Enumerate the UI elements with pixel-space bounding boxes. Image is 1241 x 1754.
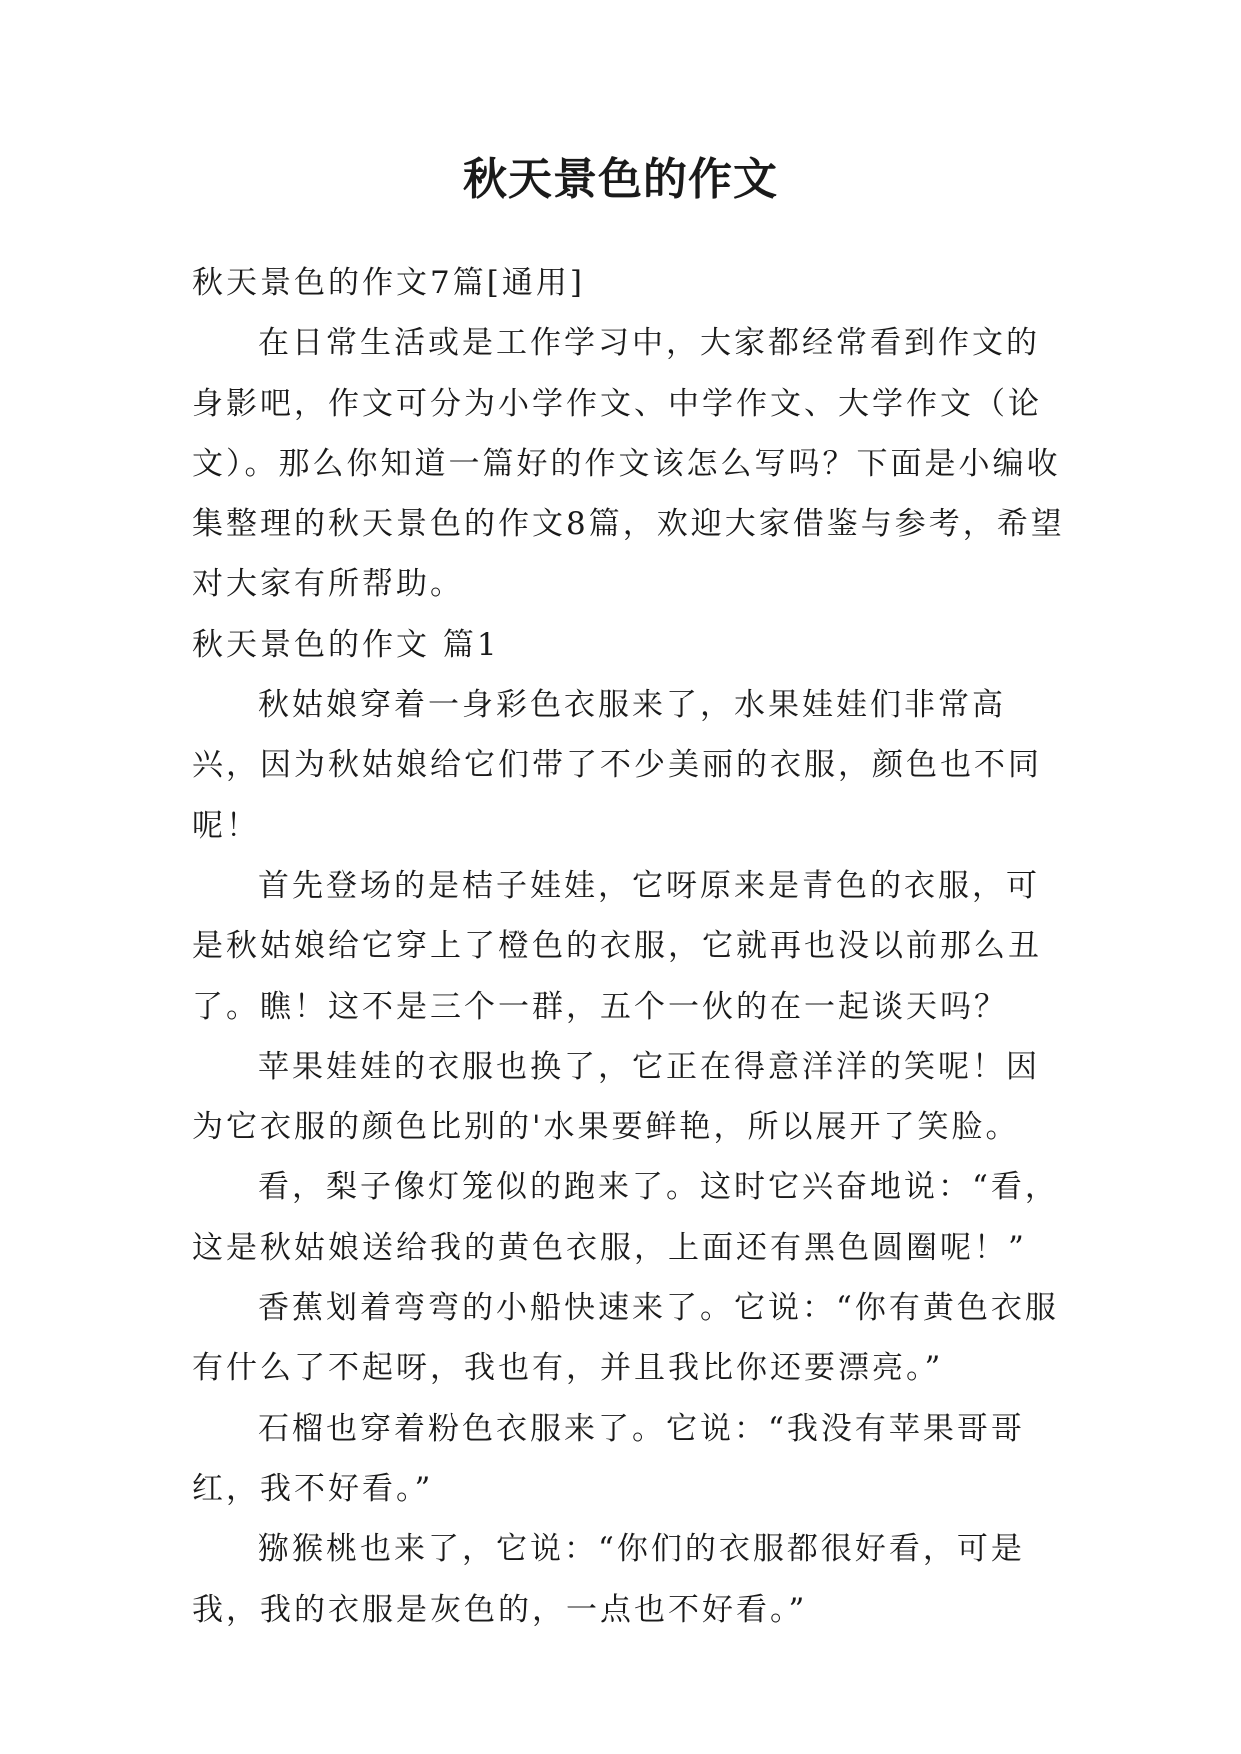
paragraph: 在日常生活或是工作学习中，大家都经常看到作文的身影吧，作文可分为小学作文、中学作文、大学作文（论文）。那么你知道一篇好的作文该怎么写吗？下面是小编收集整理的秋天景色的作文8篇，欢迎大家借鉴与参考，希望对大家有所帮助。 <box>192 325 1065 603</box>
paragraph: 苹果娃娃的衣服也换了，它正在得意洋洋的笑呢！因为它衣服的颜色比别的'水果要鲜艳，所以展开了笑脸。 <box>192 1048 1040 1146</box>
paragraph: 猕猴桃也来了，它说：“你们的衣服都很好看，可是我，我的衣服是灰色的，一点也不好看。” <box>192 1531 1025 1628</box>
paragraph: 秋姑娘穿着一身彩色衣服来了，水果娃娃们非常高兴，因为秋姑娘给它们带了不少美丽的衣服，颜色也不同呢！ <box>192 687 1042 844</box>
paragraph: 石榴也穿着粉色衣服来了。它说：“我没有苹果哥哥红，我不好看。” <box>192 1410 1025 1507</box>
document-title: 秋天景色的作文 <box>463 154 778 205</box>
document-subtitle: 秋天景色的作文7篇[通用] <box>192 265 585 301</box>
paragraph: 香蕉划着弯弯的小船快速来了。它说：“你有黄色衣服有什么了不起呀，我也有，并且我比你还要漂亮。” <box>192 1290 1059 1387</box>
document-body <box>192 253 1072 1640</box>
section-heading: 秋天景色的作文 篇1 <box>192 626 500 663</box>
paragraph: 首先登场的是桔子娃娃，它呀原来是青色的衣服，可是秋姑娘给它穿上了橙色的衣服，它就再也没以前那么丑了。瞧！这不是三个一群，五个一伙的在一起谈天吗？ <box>192 867 1042 1025</box>
paragraph: 看，梨子像灯笼似的跑来了。这时它兴奋地说：“看，这是秋姑娘送给我的黄色衣服，上面还有黑色圆圈呢！” <box>192 1169 1059 1266</box>
